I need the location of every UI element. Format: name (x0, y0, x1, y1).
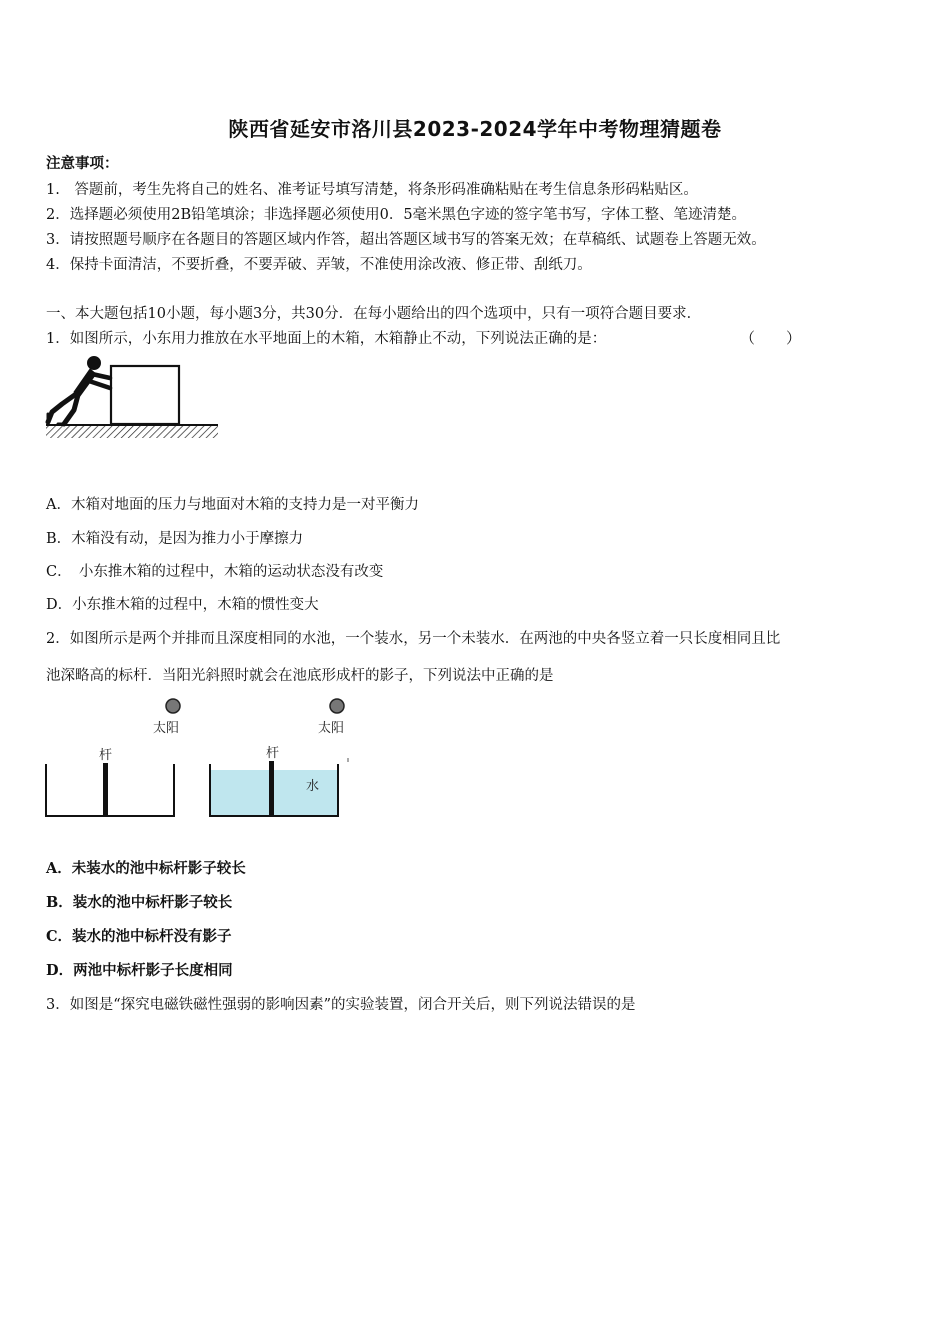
question-2-option-d: D．两池中标杆影子长度相同 (46, 962, 233, 979)
question-1-option-c: C． 小东推木箱的过程中，木箱的运动状态没有改变 (46, 564, 384, 580)
notice-item: 4．保持卡面清洁，不要折叠，不要弄破、弄皱，不准使用涂改液、修正带、刮纸刀。 (46, 257, 592, 273)
question-2-option-b: B．装水的池中标杆影子较长 (46, 894, 233, 911)
wooden-box (111, 366, 179, 424)
push-box-figure (44, 352, 220, 444)
notice-item: 2．选择题必须使用2B铅笔填涂；非选择题必须使用0．5毫米黑色字迹的签字笔书写，字体工整、笔迹清楚。 (46, 207, 747, 223)
notice-item: 1. 答题前，考生先将自己的姓名、准考证号填写清楚，将条形码准确粘贴在考生信息条形码粘贴区。 (46, 182, 698, 198)
sun-label: 太阳 (153, 721, 180, 736)
water-label: 水 (306, 779, 320, 794)
ground-hatch (46, 426, 218, 438)
person-icon (48, 357, 110, 425)
pole-label: 杆 (266, 746, 280, 761)
question-1-stem: 1．如图所示，小东用力推放在水平地面上的木箱，木箱静止不动，下列说法正确的是： (46, 331, 607, 347)
page-title: 陕西省延安市洛川县2023-2024学年中考物理猜题卷 (228, 117, 722, 141)
question-2-stem-line-2: 池深略高的标杆．当阳光斜照时就会在池底形成杆的影子，下列说法中正确的是 (46, 668, 554, 684)
question-1-option-d: D．小东推木箱的过程中，木箱的惯性变大 (46, 597, 319, 613)
pools-figure (40, 696, 360, 822)
pole (269, 761, 274, 816)
question-2-option-a: A．未装水的池中标杆影子较长 (46, 860, 246, 877)
notice-item: 3．请按照题号顺序在各题目的答题区域内作答，超出答题区域书写的答案无效；在草稿纸、试题卷上答题无效。 (46, 232, 766, 248)
empty-pool (46, 764, 174, 816)
sun-icon (330, 699, 344, 713)
answer-paren: （ ） (740, 329, 810, 347)
question-1-option-a: A．木箱对地面的压力与地面对木箱的支持力是一对平衡力 (46, 497, 419, 513)
question-1-option-b: B．木箱没有动，是因为推力小于摩擦力 (46, 531, 304, 547)
question-2-option-c: C．装水的池中标杆没有影子 (46, 928, 232, 945)
pole (103, 763, 108, 816)
sun-label: 太阳 (318, 721, 345, 736)
sun-icon (166, 699, 180, 713)
notice-heading: 注意事项： (46, 155, 119, 172)
pole-label: 杆 (99, 748, 113, 763)
section-heading: 一、本大题包括10小题，每小题3分，共30分．在每小题给出的四个选项中，只有一项符合题目要求． (46, 306, 702, 322)
question-3-stem: 3．如图是“探究电磁铁磁性强弱的影响因素”的实验装置，闭合开关后，则下列说法错误的是 (46, 997, 636, 1013)
question-2-stem-line-1: 2．如图所示是两个并排而且深度相同的水池，一个装水，另一个未装水．在两池的中央各竖立着一只长度相同且比 (46, 631, 781, 647)
